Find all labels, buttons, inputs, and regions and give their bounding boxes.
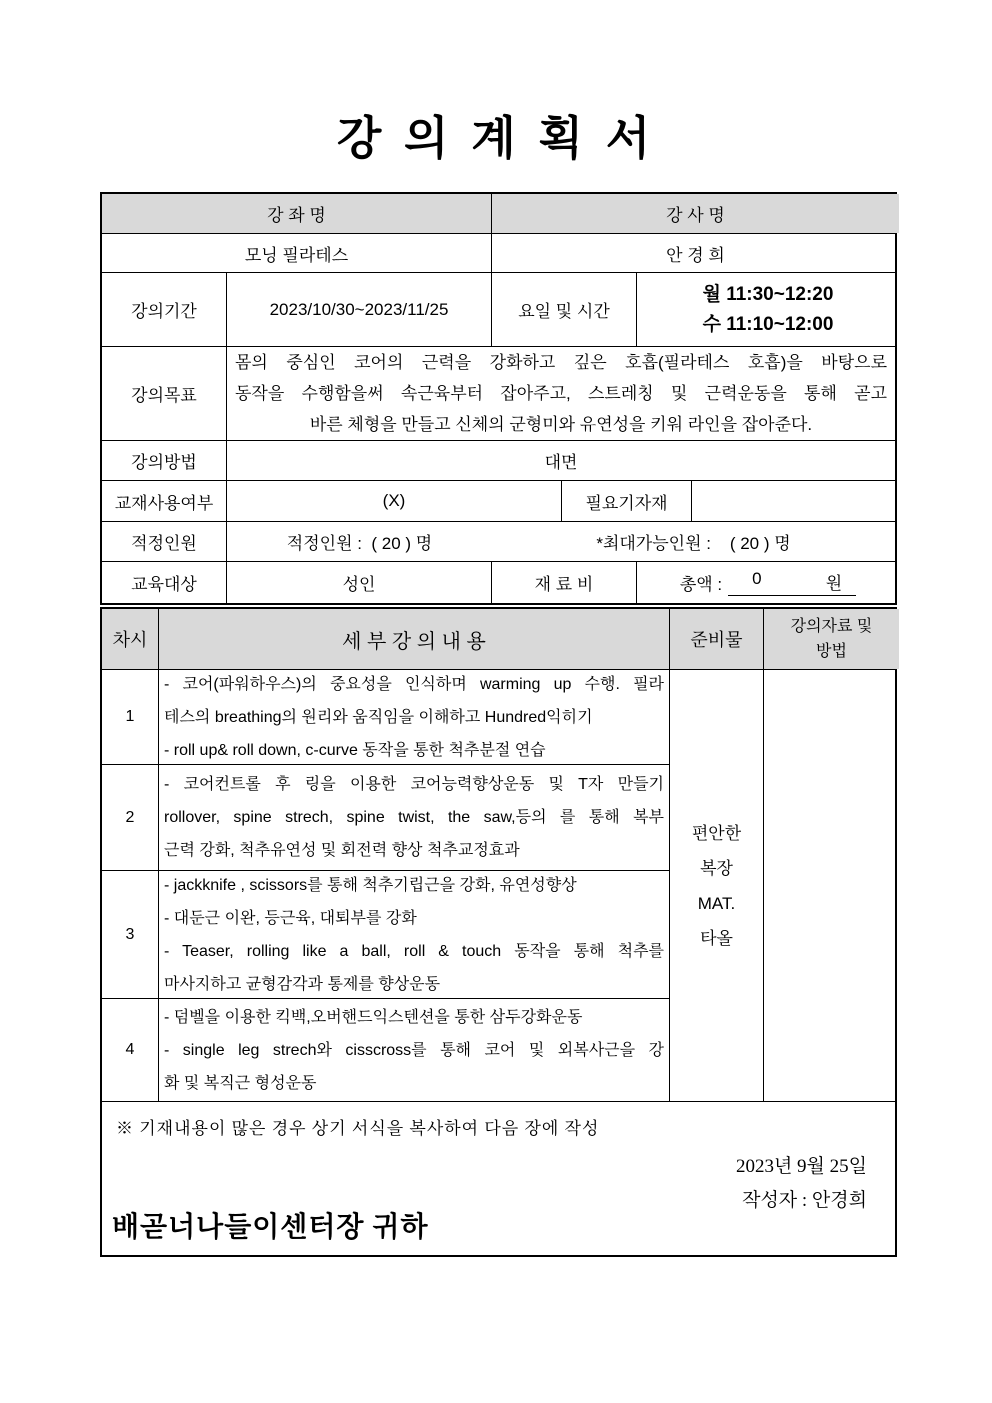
- author: 작성자 : 안경희: [742, 1190, 867, 1211]
- capacity-values: [227, 522, 895, 561]
- lecture-detail-table: [100, 607, 897, 1257]
- content-line: 테스의 breathing의 원리와 움직임을 이해하고 Hundred익히기: [164, 708, 593, 726]
- content-line: - single leg strech와 cisscross를 통해 코어 및 외복사근을 강: [164, 1041, 664, 1059]
- day-time-label: 요일 및 시간: [492, 273, 637, 346]
- content-line: - 대둔근 이완, 등근육, 대퇴부를 강화: [164, 909, 417, 927]
- materials-line: MAT.: [697, 893, 736, 913]
- period-row: [102, 273, 895, 347]
- materials-line: 편안한: [691, 823, 742, 843]
- method-row: [102, 441, 895, 481]
- capacity-label: 적정인원: [102, 522, 227, 561]
- objective-row: [102, 347, 895, 441]
- name-row: [102, 234, 895, 273]
- session-content: [159, 670, 669, 764]
- session-number: 4: [102, 999, 159, 1101]
- content-line: - roll up& roll down, c-curve 동작을 통한 척추분절 연습: [164, 741, 546, 759]
- materials-cell: [670, 670, 764, 1101]
- content-line: 근력 강화, 척추유연성 및 회전력 향상 척추교정효과: [164, 842, 520, 860]
- textbook-value: (X): [227, 481, 562, 521]
- content-line: 화 및 복직근 형성운동: [164, 1074, 317, 1092]
- method-value: 대면: [544, 453, 578, 472]
- textbook-label: 교재사용여부: [102, 481, 227, 521]
- copy-note: ※ 기재내용이 많은 경우 상기 서식을 복사하여 다음 장에 작성: [116, 1119, 600, 1138]
- page-title: 강 의 계 획 서: [336, 112, 656, 164]
- equipment-label: 필요기자재: [562, 481, 692, 521]
- total-label: 총액 :: [679, 575, 723, 594]
- objective-line: 몸의 중심인 코어의 근력을 강화하고 깊은 호흡(필라테스 호흡)을 바탕으로: [235, 353, 887, 372]
- content-line: - jackknife , scissors를 통해 척추기립근을 강화, 유연성향상: [164, 876, 577, 894]
- method-label: 강의방법: [102, 441, 227, 480]
- total-unit: 원: [825, 574, 843, 593]
- session-row-2: [102, 765, 669, 871]
- resources-header-line: 강의자료 및: [790, 618, 873, 635]
- written-date: 2023년 9월 25일: [735, 1156, 867, 1177]
- day-time-mon: 월 11:30~12:20: [702, 283, 834, 305]
- resources-header-line: 방법: [816, 643, 847, 660]
- course-name-header: 강 좌 명: [102, 194, 492, 233]
- materials-line: 복장: [700, 858, 733, 878]
- objective-label: 강의목표: [102, 347, 227, 440]
- session-row-4: [102, 999, 669, 1101]
- equipment-value: [692, 481, 899, 521]
- session-content: [159, 871, 669, 998]
- content-line: rollover, spine strech, spine twist, the saw,등의 를 통해 복부: [164, 809, 664, 827]
- material-fee-label: 재 료 비: [492, 562, 637, 603]
- course-name-value: 모닝 필라테스: [102, 234, 492, 272]
- content-line: - 코어컨트롤 후 링을 이용한 코어능력향상운동 및 T자 만들기: [164, 776, 664, 794]
- header-row: [102, 194, 895, 234]
- day-time-value: [637, 273, 899, 346]
- session-number: 3: [102, 871, 159, 998]
- session-content: [159, 765, 669, 870]
- detail-body: [102, 670, 895, 1102]
- objective-line: 바른 체형을 만들고 신체의 군형미와 유연성을 키워 라인을 잡아준다.: [309, 415, 813, 434]
- session-rows: [102, 670, 670, 1101]
- session-row-1: [102, 670, 669, 765]
- content-col-header: 세 부 강 의 내 용: [159, 609, 670, 669]
- max-capacity-text: *최대가능인원 : ( 20 ) 명: [596, 534, 791, 553]
- period-value: 2023/10/30~2023/11/25: [227, 273, 492, 346]
- day-time-wed: 수 11:10~12:00: [702, 313, 834, 335]
- audience-row: [102, 562, 895, 603]
- instructor-header: 강 사 명: [492, 194, 899, 233]
- content-line: 마사지하고 균형감각과 통제를 향상운동: [164, 975, 441, 993]
- total-amount-underline: [728, 569, 856, 596]
- session-number: 1: [102, 670, 159, 764]
- objective-value: [227, 347, 895, 440]
- resources-cell: [764, 670, 899, 1101]
- instructor-value: 안 경 희: [666, 245, 725, 265]
- audience-value: 성인: [227, 562, 492, 603]
- recipient: 배곧너나들이센터장 귀하: [112, 1212, 429, 1243]
- session-row-3: [102, 871, 669, 999]
- total-amount: 0: [752, 569, 762, 588]
- signature-block: [736, 1150, 867, 1218]
- session-col-header: 차시: [102, 609, 159, 669]
- session-content: [159, 999, 669, 1101]
- textbook-row: [102, 481, 895, 522]
- content-line: - 코어(파워하우스)의 중요성을 인식하며 warming up 수행. 필라: [164, 675, 664, 693]
- content-line: - Teaser, rolling like a ball, roll & touch 동작을 통해 척추를: [164, 942, 664, 960]
- resources-col-header: [764, 609, 899, 669]
- content-line: - 덤벨을 이용한 킥백,오버핸드익스텐션을 통한 삼두강화운동: [164, 1008, 583, 1026]
- objective-line: 동작을 수행함을써 속근육부터 잡아주고, 스트레칭 및 근력운동을 통해 곧고: [235, 384, 887, 403]
- materials-col-header: 준비물: [670, 609, 764, 669]
- capacity-text: 적정인원 : ( 20 ) 명: [286, 534, 433, 553]
- total-fee-value: [637, 562, 899, 603]
- detail-header-row: [102, 609, 895, 670]
- period-label: 강의기간: [102, 273, 227, 346]
- course-info-table: [100, 192, 897, 605]
- materials-line: 타올: [700, 928, 733, 948]
- audience-label: 교육대상: [102, 562, 227, 603]
- capacity-row: [102, 522, 895, 562]
- session-number: 2: [102, 765, 159, 870]
- footer-cell: [102, 1102, 895, 1255]
